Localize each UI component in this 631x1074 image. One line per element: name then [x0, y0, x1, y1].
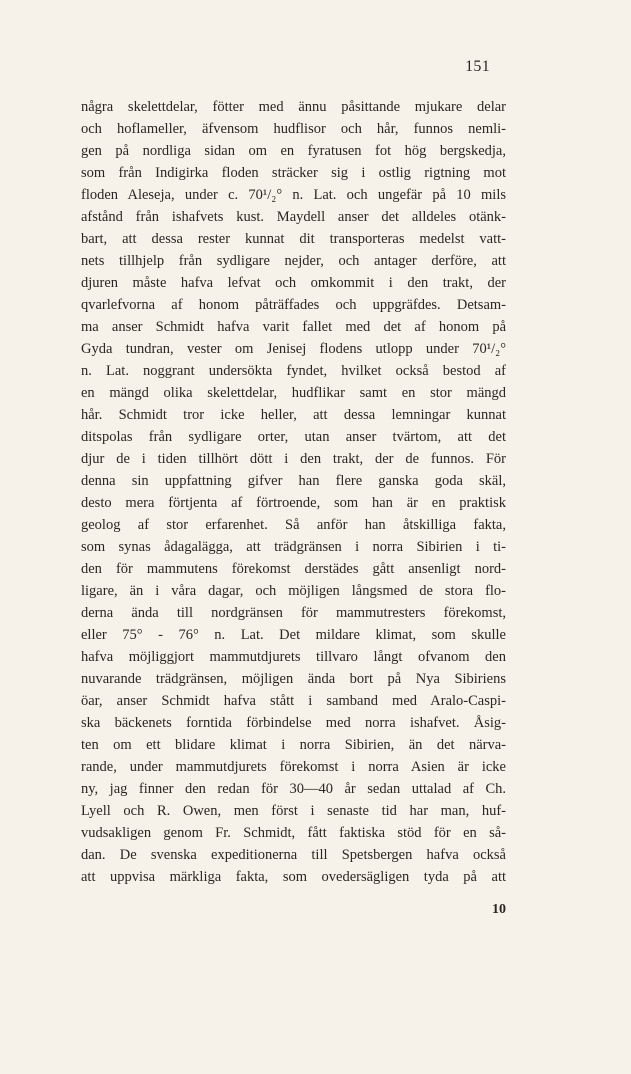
page-number: 151 [465, 58, 490, 75]
text-line: n. Lat. noggrant undersökta fyndet, hvilket också bestod af [81, 363, 506, 379]
text-line: afstånd från ishafvets kust. Maydell anser det alldeles otänk- [81, 209, 506, 225]
text-line: öar, anser Schmidt hafva stått i samband med Aralo-Caspi- [81, 693, 506, 709]
text-line: ditspolas från sydligare orter, utan anser tvärtom, att det [81, 429, 506, 445]
text-line: och hoflameller, äfvensom hudflisor och hår, funnos nemli- [81, 121, 506, 137]
text-line: ma anser Schmidt hafva varit fallet med det af honom på [81, 319, 506, 335]
text-line: hafva möjliggjort mammutdjurets tillvaro långt ofvanom den [81, 649, 506, 665]
text-line: derna ända till nordgränsen för mammutresters förekomst, [81, 605, 506, 621]
text-line: ten om ett blidare klimat i norra Sibirien, än det närva- [81, 737, 506, 753]
text-line: eller 75° - 76° n. Lat. Det mildare klimat, som skulle [81, 627, 506, 643]
text-line: några skelettdelar, fötter med ännu påsittande mjukare delar [81, 99, 506, 115]
text-line: dan. De svenska expeditionerna till Spetsbergen hafva också [81, 847, 506, 863]
text-line: som synas ådagalägga, att trädgränsen i norra Sibirien i ti- [81, 539, 506, 555]
text-line: nets tillhjelp från sydligare nejder, och antager derföre, att [81, 253, 506, 269]
text-line: denna sin uppfattning gifver han flere ganska goda skäl, [81, 473, 506, 489]
text-line: ligare, än i våra dagar, och möjligen långsmed de stora flo- [81, 583, 506, 599]
text-line: djuren måste hafva lefvat och omkommit i den trakt, der [81, 275, 506, 291]
text-line: nuvarande trädgränsen, möjligen ända bort på Nya Sibiriens [81, 671, 506, 687]
text-line: qvarlefvorna af honom påträffades och uppgräfdes. Detsam- [81, 297, 506, 313]
text-line: Lyell och R. Owen, men först i senaste tid har man, huf- [81, 803, 506, 819]
text-line: floden Aleseja, under c. 70¹/₂° n. Lat. och ungefär på 10 mils [81, 187, 506, 203]
text-line: den för mammutens förekomst derstädes gått ansenligt nord- [81, 561, 506, 577]
text-line: att uppvisa märkliga fakta, som ovedersägligen tyda på att [81, 869, 506, 885]
text-line: hår. Schmidt tror icke heller, att dessa lemningar kunnat [81, 407, 506, 423]
text-line: djur de i tiden tillhört dött i den trakt, der de funnos. För [81, 451, 506, 467]
signature-mark: 10 [492, 902, 506, 917]
text-line: en mängd olika skelettdelar, hudflikar samt en stor mängd [81, 385, 506, 401]
text-line: rande, under mammutdjurets förekomst i norra Asien är icke [81, 759, 506, 775]
text-line: Gyda tundran, vester om Jenisej flodens utlopp under 70¹/₂° [81, 341, 506, 357]
text-line: som från Indigirka floden sträcker sig i ostlig rigtning mot [81, 165, 506, 181]
text-line: bart, att dessa rester kunnat dit transporteras medelst vatt- [81, 231, 506, 247]
body-text [81, 96, 506, 888]
text-line: ny, jag finner den redan för 30—40 år sedan uttalad af Ch. [81, 781, 506, 797]
text-line: vudsakligen genom Fr. Schmidt, fått faktiska stöd för en så- [81, 825, 506, 841]
text-line: ska bäckenets forntida förbindelse med norra ishafvet. Åsig- [81, 715, 506, 731]
text-line: desto mera förtjenta af förtroende, som han är en praktisk [81, 495, 506, 511]
text-line: gen på nordliga sidan om en fyratusen fot hög bergskedja, [81, 143, 506, 159]
text-line: geolog af stor erfarenhet. Så anför han åtskilliga fakta, [81, 517, 506, 533]
